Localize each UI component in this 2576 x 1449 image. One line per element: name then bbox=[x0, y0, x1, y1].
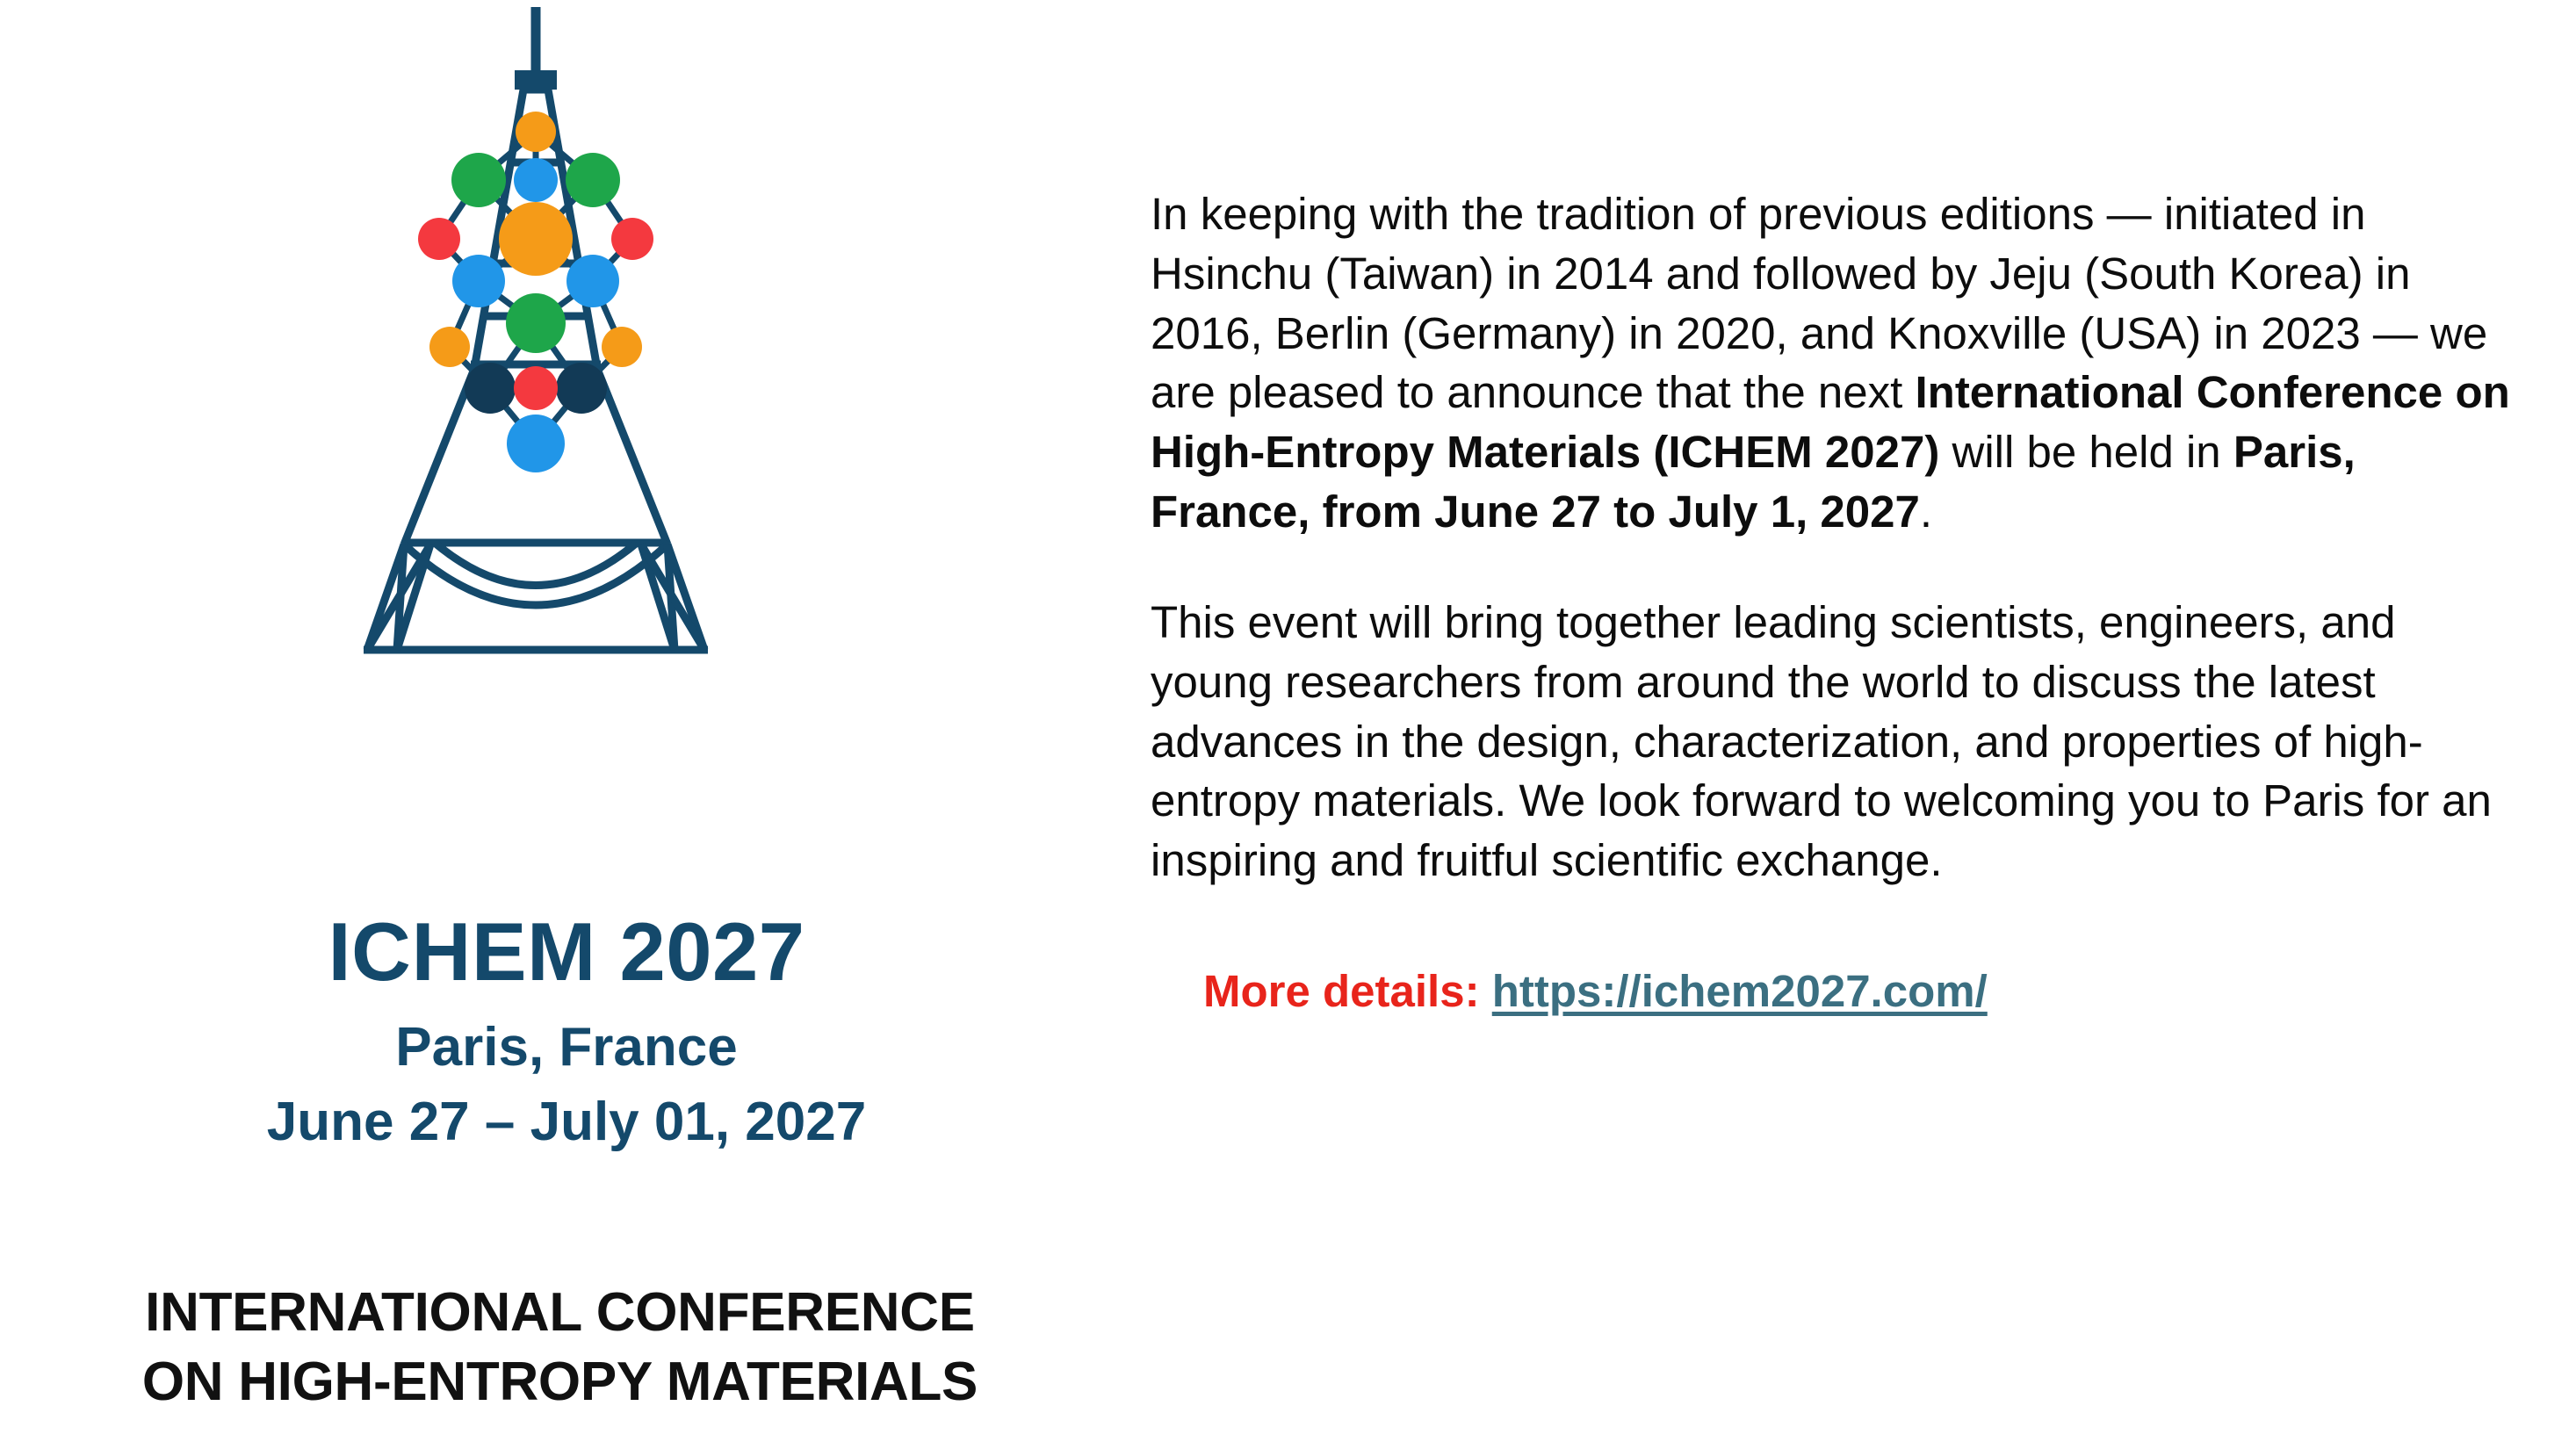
more-details-label: More details: bbox=[1203, 966, 1480, 1017]
eiffel-tower-high-entropy-logo-icon bbox=[299, 0, 773, 905]
announcement-text-block bbox=[1151, 184, 2521, 1020]
paragraph1-part2: will be held in bbox=[1939, 427, 2233, 478]
logo-title: ICHEM 2027 bbox=[328, 905, 805, 998]
conference-full-name-line1: INTERNATIONAL CONFERENCE bbox=[145, 1282, 975, 1343]
paragraph1-bold-conference-name: International Conference on High-Entropy Materials (ICHEM 2027) bbox=[1151, 367, 2510, 478]
conference-full-name-line2: ON HIGH-ENTROPY MATERIALS bbox=[141, 1352, 978, 1413]
paragraph1-part1: In keeping with the tradition of previous editions — initiated in Hsinchu (Taiwan) in 2014 and followed by Jeju (South Korea) in 2016, Berlin (Germany) in 2020, and Knoxville (USA) in 2023 — we are pleased to announce that the next bbox=[1151, 189, 2488, 418]
conference-website-link[interactable]: https://ichem2027.com/ bbox=[1491, 966, 1988, 1017]
conference-full-name bbox=[0, 1278, 1120, 1417]
logo-location: Paris, France bbox=[395, 1017, 738, 1078]
paragraph-scope: This event will bring together leading scientists, engineers, and young researchers from around the world to discuss the latest advances in the design, characterization, and properties of high-entropy materials. We look forward to welcoming you to Paris for an inspiring and fruitful scientific exchange. bbox=[1151, 596, 2492, 886]
logo-block bbox=[0, 0, 1133, 1449]
paragraph1-bold-place-dates: Paris, France, from June 27 to July 1, 2027 bbox=[1151, 427, 2356, 537]
logo-dates: June 27 – July 01, 2027 bbox=[266, 1092, 867, 1152]
paragraph-announcement bbox=[1151, 184, 2521, 542]
more-details-line bbox=[1151, 962, 2521, 1020]
paragraph1-part3: . bbox=[1919, 487, 1933, 537]
